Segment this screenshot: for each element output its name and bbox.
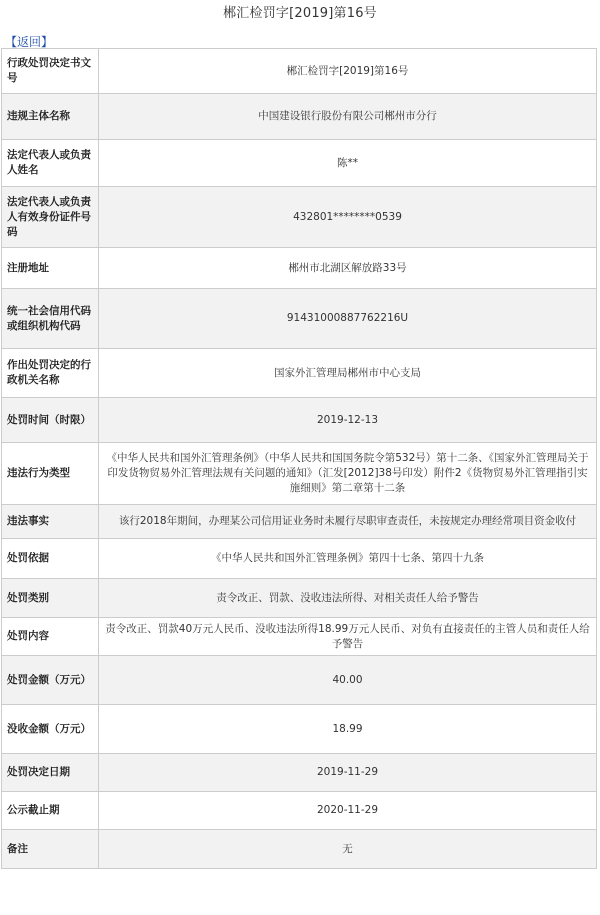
table-row [2,656,597,705]
row-label: 统一社会信用代码或组织机构代码 [2,289,99,349]
row-value: 2020-11-29 [99,792,597,830]
row-label: 作出处罚决定的行政机关名称 [2,349,99,398]
table-row [2,830,597,869]
row-label: 行政处罚决定书文号 [2,49,99,94]
table-row [2,579,597,618]
row-value: 责令改正、罚款、没收违法所得、对相关责任人给予警告 [99,579,597,618]
table-row [2,398,597,443]
row-value: 《中华人民共和国外汇管理条例》第四十七条、第四十九条 [99,539,597,579]
row-value: 陈** [99,140,597,187]
row-value: 该行2018年期间，办理某公司信用证业务时未履行尽职审查责任，未按规定办理经常项目资金收付 [99,505,597,539]
row-value: 责令改正、罚款40万元人民币、没收违法所得18.99万元人民币、对负有直接责任的主管人员和责任人给予警告 [99,618,597,656]
table-row [2,187,597,248]
row-label: 注册地址 [2,248,99,289]
table-row [2,49,597,94]
back-bracket-close: 】 [41,35,54,49]
row-value: 郴汇检罚字[2019]第16号 [99,49,597,94]
table-row [2,539,597,579]
row-value: 40.00 [99,656,597,705]
table-row [2,792,597,830]
row-value: 《中华人民共和国外汇管理条例》（中华人民共和国国务院令第532号）第十二条、《国家外汇管理局关于印发货物贸易外汇管理法规有关问题的通知》（汇发[2012]38号印发）附件2《货物贸易外汇管理指引实施细则》第二章第十二条 [99,443,597,505]
row-label: 法定代表人或负责人有效身份证件号码 [2,187,99,248]
row-label: 备注 [2,830,99,869]
page-title: 郴汇检罚字[2019]第16号 [223,6,377,21]
row-label: 处罚时间（时限） [2,398,99,443]
row-value: 中国建设银行股份有限公司郴州市分行 [99,94,597,140]
row-value: 2019-11-29 [99,754,597,792]
row-label: 法定代表人或负责人姓名 [2,140,99,187]
row-value: 郴州市北湖区解放路33号 [99,248,597,289]
table-row [2,289,597,349]
row-value: 91431000887762216U [99,289,597,349]
row-label: 处罚决定日期 [2,754,99,792]
row-label: 处罚依据 [2,539,99,579]
table-row [2,618,597,656]
table-row [2,505,597,539]
table-row [2,443,597,505]
table-row [2,248,597,289]
row-label: 违规主体名称 [2,94,99,140]
row-label: 违法行为类型 [2,443,99,505]
row-value: 国家外汇管理局郴州市中心支局 [99,349,597,398]
table-row [2,140,597,187]
row-label: 处罚类别 [2,579,99,618]
penalty-info-table [1,48,597,869]
row-label: 公示截止期 [2,792,99,830]
row-value: 432801********0539 [99,187,597,248]
row-label: 违法事实 [2,505,99,539]
back-link-label[interactable]: 返回 [17,35,42,49]
row-value: 18.99 [99,705,597,754]
row-label: 没收金额（万元） [2,705,99,754]
row-value: 无 [99,830,597,869]
row-label: 处罚内容 [2,618,99,656]
back-bracket-open: 【 [5,35,18,49]
row-label: 处罚金额（万元） [2,656,99,705]
row-value: 2019-12-13 [99,398,597,443]
table-row [2,754,597,792]
table-row [2,349,597,398]
table-row [2,705,597,754]
table-row [2,94,597,140]
